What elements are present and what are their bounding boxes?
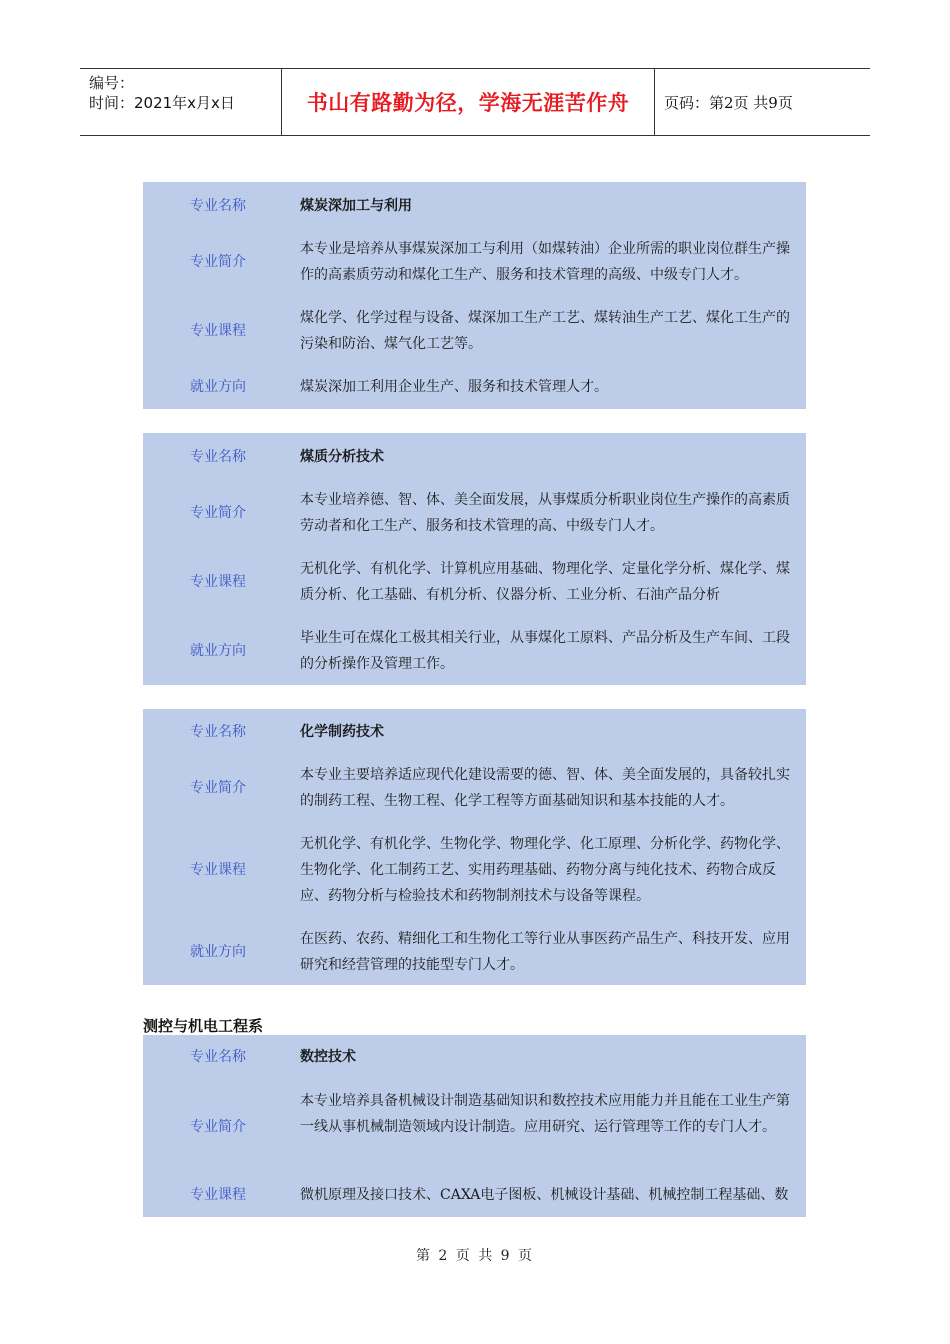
header-page-info: 页码：第2页 共9页 — [664, 93, 793, 112]
major-name: 数控技术 — [300, 1049, 356, 1065]
major-courses: 煤化学、化学过程与设备、煤深加工生产工艺、煤转油生产工艺、煤化工生产的污染和防治、煤气化工艺等。 — [300, 310, 790, 352]
number-label: 编号： — [89, 74, 135, 92]
major-courses: 无机化学、有机化学、计算机应用基础、物理化学、定量化学分析、煤化学、煤质分析、化工基础、有机分析、仪器分析、工业分析、石油产品分析 — [300, 561, 790, 603]
courses-label: 专业课程 — [190, 1187, 246, 1203]
major-intro: 本专业是培养从事煤炭深加工与利用（如煤转油）企业所需的职业岗位群生产操作的高素质劳动和煤化工生产、服务和技术管理的高级、中级专门人才。 — [300, 241, 790, 283]
major-block-cnc — [143, 1035, 806, 1217]
intro-label: 专业简介 — [190, 505, 246, 521]
major-name: 煤质分析技术 — [300, 449, 384, 465]
intro-label: 专业简介 — [190, 254, 246, 270]
page-header — [80, 68, 870, 136]
header-meta — [80, 69, 281, 135]
intro-label: 专业简介 — [190, 1119, 246, 1135]
page-footer: 第 2 页 共 9 页 — [415, 1248, 535, 1264]
intro-label: 专业简介 — [190, 780, 246, 796]
courses-label: 专业课程 — [190, 574, 246, 590]
major-intro: 本专业培养德、智、体、美全面发展，从事煤质分析职业岗位生产操作的高素质劳动者和化工生产、服务和技术管理的高、中级专门人才。 — [300, 492, 790, 534]
major-intro: 本专业主要培养适应现代化建设需要的德、智、体、美全面发展的，具备较扎实的制药工程、生物工程、化学工程等方面基础知识和基本技能的人才。 — [300, 767, 790, 809]
major-block-pharma — [143, 709, 806, 985]
major-courses: 无机化学、有机化学、生物化学、物理化学、化工原理、分析化学、药物化学、生物化学、化工制药工艺、实用药理基础、药物分离与纯化技术、药物合成反应、药物分析与检验技术和药物制剂技术与设备等课程。 — [300, 836, 790, 904]
courses-label: 专业课程 — [190, 862, 246, 878]
name-label: 专业名称 — [190, 1049, 246, 1065]
major-block-coal-analysis — [143, 433, 806, 685]
major-career: 在医药、农药、精细化工和生物化工等行业从事医药产品生产、科技开发、应用研究和经营管理的技能型专门人才。 — [300, 931, 790, 973]
section-title: 测控与机电工程系 — [143, 1017, 264, 1035]
major-career: 毕业生可在煤化工极其相关行业，从事煤化工原料、产品分析及生产车间、工段的分析操作及管理工作。 — [300, 630, 790, 672]
career-label: 就业方向 — [190, 944, 246, 960]
major-intro: 本专业培养具备机械设计制造基础知识和数控技术应用能力并且能在工业生产第一线从事机械制造领域内设计制造。应用研究、运行管理等工作的专门人才。 — [300, 1093, 790, 1135]
name-label: 专业名称 — [190, 449, 246, 465]
major-career: 煤炭深加工利用企业生产、服务和技术管理人才。 — [300, 379, 608, 395]
major-block-coal-processing — [143, 182, 806, 409]
major-courses: 微机原理及接口技术、CAXA电子图板、机械设计基础、机械控制工程基础、数 — [300, 1187, 789, 1203]
major-name: 煤炭深加工与利用 — [300, 198, 412, 214]
courses-label: 专业课程 — [190, 323, 246, 339]
header-motto: 书山有路勤为径，学海无涯苦作舟 — [281, 69, 655, 135]
major-name: 化学制药技术 — [300, 724, 384, 740]
name-label: 专业名称 — [190, 724, 246, 740]
name-label: 专业名称 — [190, 198, 246, 214]
time-label: 时间：2021年x月x日 — [89, 94, 235, 112]
career-label: 就业方向 — [190, 643, 246, 659]
career-label: 就业方向 — [190, 379, 246, 395]
